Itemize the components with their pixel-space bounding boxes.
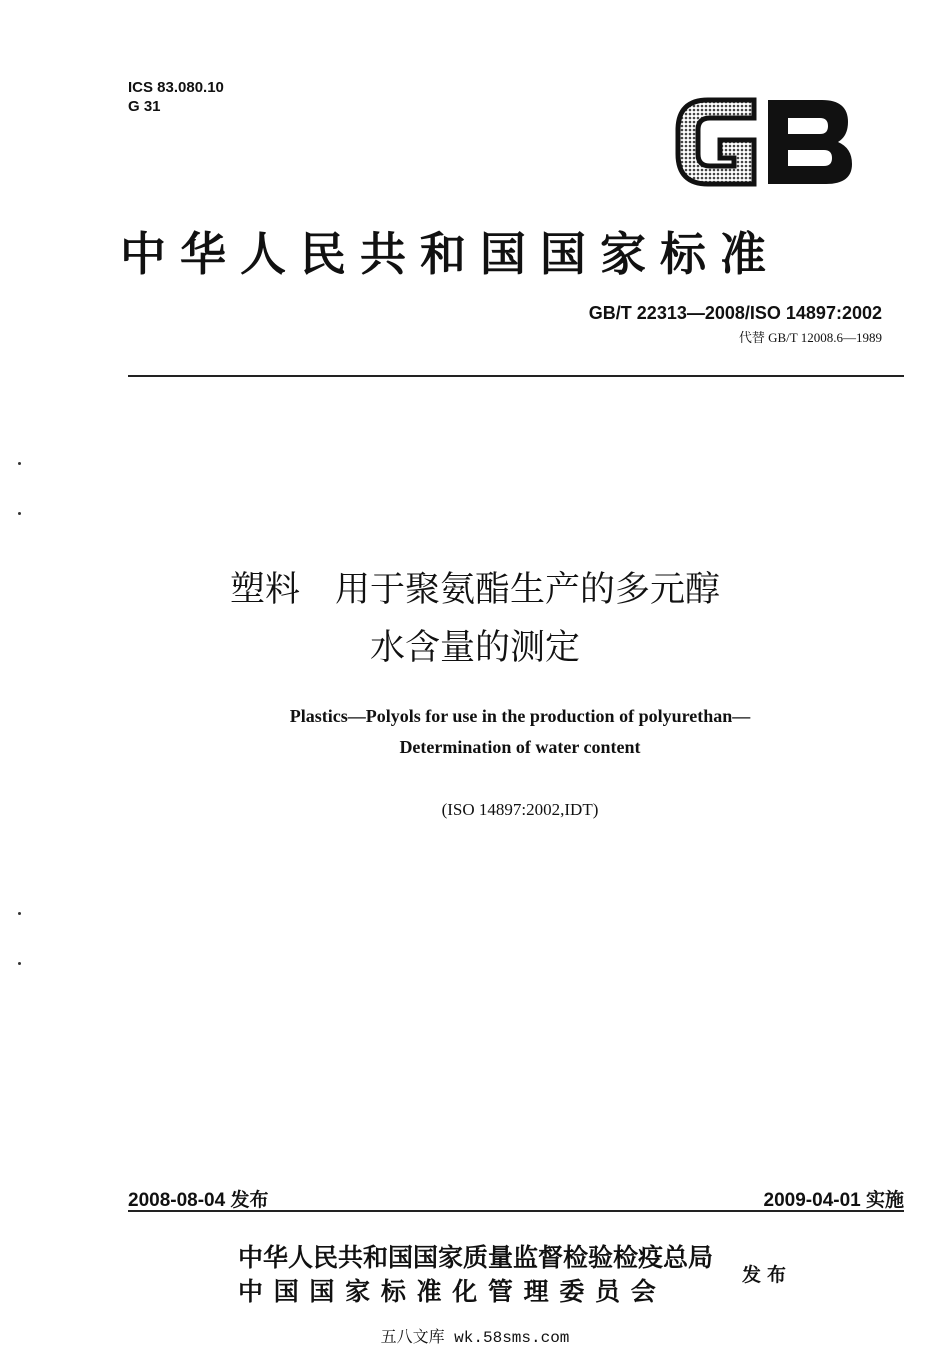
english-title-line2: Determination of water content [399,737,641,757]
top-divider [128,375,904,377]
margin-dot [18,512,21,515]
iso-reference: (ISO 14897:2002,IDT) [441,800,599,819]
margin-dot [18,462,21,465]
national-standard-title: 中华人民共和国国家标准 [120,227,780,281]
issuer-line1: 中华人民共和国国家质量监督检验检疫总局 [238,1243,714,1272]
ccs-code: G 31 [128,98,161,115]
bottom-divider [128,1210,904,1212]
watermark: 五八文库 wk.58sms.com [380,1329,570,1347]
standard-number: GB/T 22313—2008/ISO 14897:2002 [588,303,882,323]
chinese-title-line2: 水含量的测定 [369,628,580,668]
chinese-title-line1: 塑料 用于聚氨酯生产的多元醇 [229,570,720,610]
english-title-line1: Plastics—Polyols for use in the production of polyurethan— [289,706,751,726]
implementation-date: 2009-04-01 实施 [763,1190,904,1211]
issuer-line2: 中 国 国 家 标 准 化 管 理 委 员 会 [238,1277,657,1306]
gb-logo [668,92,858,192]
publish-label: 发布 [742,1264,793,1286]
margin-dot [18,912,21,915]
classification-codes [128,78,224,116]
replaces-standard: 代替 GB/T 12008.6—1989 [738,330,882,345]
issue-date: 2008-08-04 发布 [128,1190,269,1211]
ics-code: ICS 83.080.10 [128,79,224,96]
margin-dot [18,962,21,965]
